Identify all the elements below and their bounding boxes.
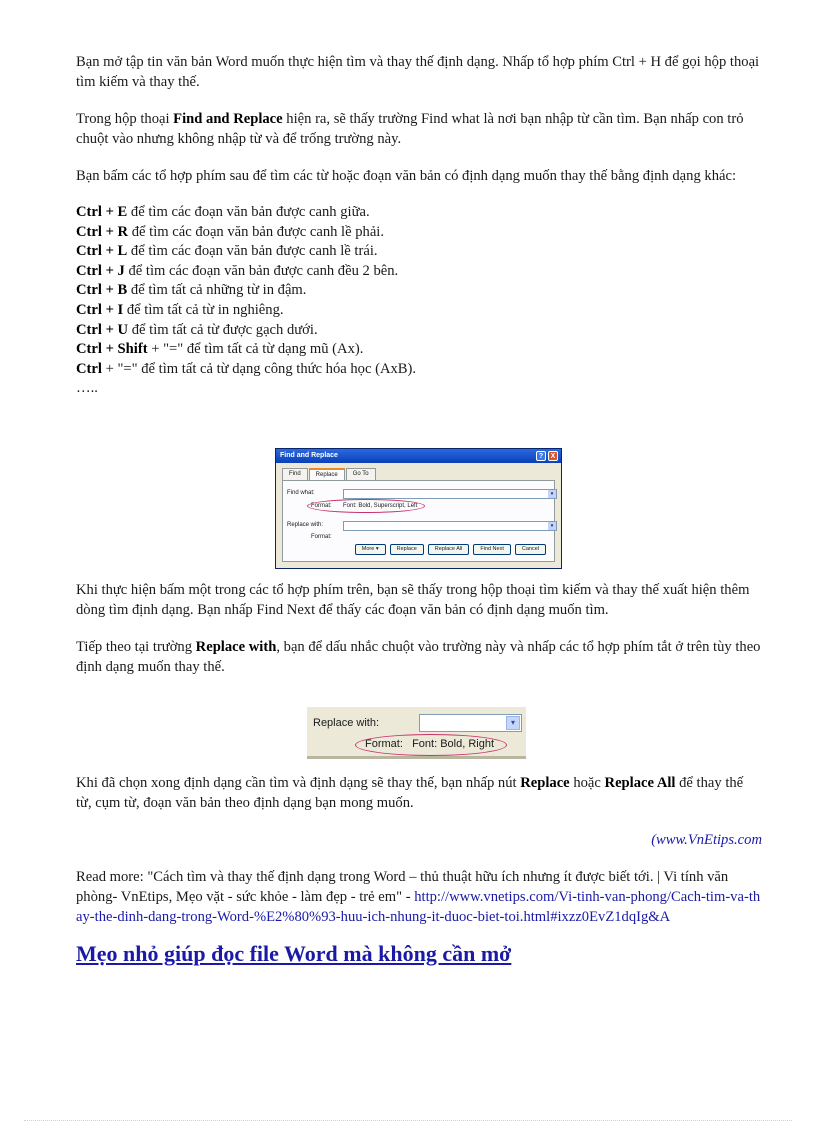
shortcut-desc: để tìm các đoạn văn bản được canh giữa. [127,204,370,220]
find-format-label: Format: [311,503,332,509]
bold-text: Replace [520,774,570,791]
read-more-link[interactable]: http://www.vnetips.com/Vi-tinh-van-phong/Cach-tim-va-thay-the-dinh-dang-trong-Word-%E2%80%93-huu-ich-nhung-it-duoc-biet-toi.html#ixzz0EvZ1dqIg&A [76,888,761,925]
chevron-down-icon: ▾ [548,522,556,530]
shortcut-key: Ctrl + L [76,243,128,260]
cancel-button: Cancel [515,544,546,555]
dialog-title-bar [276,449,561,463]
tab-replace: Replace [309,468,345,481]
find-replace-dialog-screenshot [275,448,562,569]
shortcut-key: Ctrl [76,360,102,377]
text: để thay thế từ, cụm từ, đoạn văn bản theo định dạng bạn mong muốn. [76,774,744,811]
find-what-label: Find what: [287,490,315,496]
page-bottom-divider [24,1120,792,1121]
shortcut-desc: để tìm các đoạn văn bản được canh đều 2 bên. [124,262,399,279]
shortcut-item [76,340,762,360]
shortcut-item [76,262,762,282]
paragraph-find-replace [76,109,762,149]
shortcut-item [76,281,762,301]
replace-with-screenshot [307,707,526,759]
format-value: Font: Bold, Right [412,738,495,750]
text: Trong hộp thoại [76,111,174,127]
shortcut-key: Ctrl + B [76,282,128,299]
replace-with-field [343,521,557,531]
shortcut-item [76,360,762,380]
replace-with-field [419,714,522,732]
source-link[interactable]: (www.VnEtips.com [651,831,762,848]
source-credit [76,830,762,850]
paragraph-find-next: Khi thực hiện bấm một trong các tổ hợp phím trên, bạn sẽ thấy trong hộp thoại tìm kiếm và thay thế xuất hiện thêm dòng tìm định dạng. Bạn nhấp Find Next để thấy các đoạn văn bản có định dạng muốn tìm. [76,581,750,618]
text: hoặc [569,774,605,791]
shortcut-item [76,242,762,262]
shortcut-list [76,203,762,399]
chevron-down-icon: ▾ [506,716,520,730]
dialog-button-row [355,544,546,555]
shortcut-item [76,301,762,321]
shortcut-key: Ctrl + R [76,223,129,240]
shortcut-key: Ctrl + I [76,301,124,318]
shortcut-desc: để tìm các đoạn văn bản được canh lề trái. [127,243,378,260]
replace-with-label: Replace with: [313,717,380,729]
read-more-text: Read more: "Cách tìm và thay thế định dạng trong Word – thủ thuật hữu ích nhưng ít được biết tới. | Vi tính văn phòng- VnEtips, Mẹo vặt - sức khỏe - làm đẹp - trẻ em" - [76,868,729,905]
text: , bạn để dấu nhắc chuột vào trường này và nhấp các tổ hợp phím tắt ở trên tùy theo định dạng muốn thay thế. [76,638,761,675]
highlight-ellipse [355,734,507,756]
shortcut-item [76,203,762,223]
shortcut-key: Ctrl + J [76,262,125,279]
find-format-value: Font: Bold, Superscript, Left [343,503,418,509]
shortcut-desc: + "=" để tìm tất cả từ dạng mũ (Ax). [147,341,364,358]
format-label: Format: [365,738,403,750]
dialog-window [275,448,562,569]
replace-button: Replace [390,544,424,555]
shortcut-desc: để tìm tất cả từ in nghiêng. [123,301,284,318]
paragraph-replace-with [76,637,762,677]
close-icon: X [548,451,558,461]
article-heading-link[interactable]: Mẹo nhỏ giúp đọc file Word mà không cần mở [76,940,512,966]
shortcut-key: Ctrl + E [76,204,128,220]
shortcut-key: Ctrl + U [76,321,129,338]
shortcut-desc: để tìm các đoạn văn bản được canh lề phải. [128,223,385,240]
read-more [76,867,762,927]
text: hiện ra, sẽ thấy trường Find what là nơi bạn nhập từ cần tìm. Bạn nhấp con trỏ chuột vào nhưng không nhập từ và để trống trường này. [76,111,744,147]
shortcut-desc: + "=" để tìm tất cả từ dạng công thức hóa học (AxB). [101,360,417,377]
tab-go-to: Go To [346,468,376,481]
paragraph-shortcuts-intro: Bạn bấm các tổ hợp phím sau để tìm các từ hoặc đoạn văn bản có định dạng muốn thay thế bằng định dạng khác: [76,168,737,184]
more-button: More ▾ [355,544,386,555]
replace-all-button: Replace All [428,544,470,555]
help-icon: ? [536,451,546,461]
bold-text: Replace All [604,774,676,791]
replace-format-label: Format: [311,534,332,540]
shortcut-item [76,321,762,341]
dialog-title: Find and Replace [280,452,338,459]
shortcut-item [76,223,762,243]
text: Khi đã chọn xong định dạng cần tìm và định dạng sẽ thay thế, bạn nhấp nút [76,774,521,791]
crop-bottom-edge [307,756,526,759]
find-what-field [343,489,557,499]
intro-paragraph: Bạn mở tập tin văn bản Word muốn thực hiện tìm và thay thế định dạng. Nhấp tổ hợp phím Ctrl + H để gọi hộp thoại tìm kiếm và thay thế. [76,54,760,90]
ellipsis: ….. [76,380,98,397]
shortcut-key: Ctrl + Shift [76,341,148,358]
chevron-down-icon: ▾ [548,490,556,498]
shortcut-desc: để tìm tất cả từ được gạch dưới. [128,321,318,338]
shortcut-desc: để tìm tất cả những từ in đậm. [127,282,307,299]
find-next-button: Find Next [473,544,511,555]
text: Tiếp theo tại trường [76,638,196,655]
highlight-ellipse [307,499,425,513]
bold-text: Replace with [195,638,277,655]
replace-with-label: Replace with: [287,522,324,528]
bold-text: Find and Replace [173,111,283,127]
paragraph-replace-buttons [76,773,762,813]
dialog-panel [282,480,555,562]
tab-find: Find [282,468,308,481]
